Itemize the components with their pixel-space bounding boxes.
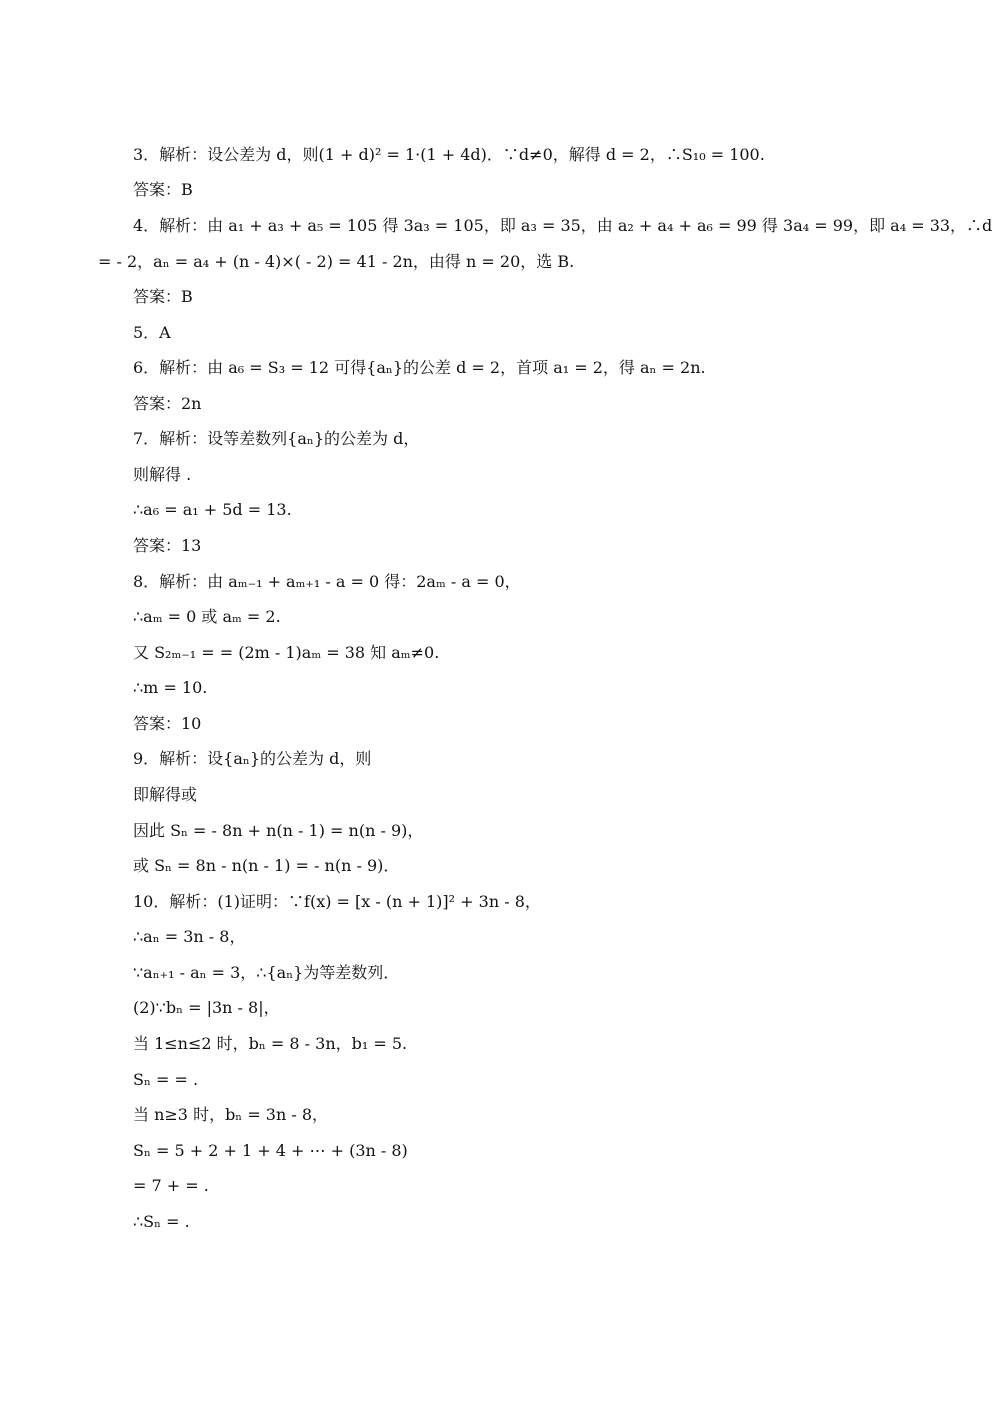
solution-10-case-2-sum-line: Sₙ = 5 + 2 + 1 + 4 + ⋯ + (3n - 8) bbox=[133, 1141, 408, 1160]
solution-9-case-1-line: 因此 Sₙ = - 8n + n(n - 1) = n(n - 9)， bbox=[133, 821, 424, 840]
solution-7-step-line: 则解得 . bbox=[133, 465, 192, 484]
solution-10-step-2-line: ∵aₙ₊₁ - aₙ = 3，∴{aₙ}为等差数列． bbox=[133, 963, 400, 982]
solution-10-case-1-line: 当 1≤n≤2 时，bₙ = 8 - 3n，b₁ = 5. bbox=[133, 1034, 408, 1053]
answer-8-line: 答案：10 bbox=[133, 714, 202, 733]
solution-10-part-2-line: (2)∵bₙ = |3n - 8|， bbox=[133, 998, 280, 1017]
solution-9-case-2-line: 或 Sₙ = 8n - n(n - 1) = - n(n - 9)． bbox=[133, 856, 400, 875]
solution-8-sum-line: 又 S₂ₘ₋₁ = = (2m - 1)aₘ = 38 知 aₘ≠0. bbox=[133, 643, 440, 662]
answer-4-line: 答案：B bbox=[133, 287, 193, 306]
solution-10-final-line: ∴Sₙ = . bbox=[133, 1212, 190, 1231]
solution-3-line: 3．解析：设公差为 d，则(1 + d)² = 1·(1 + 4d)．∵d≠0，解得 d = 2，∴S₁₀ = 100. bbox=[133, 145, 765, 164]
solution-7-line: 7．解析：设等差数列{aₙ}的公差为 d， bbox=[133, 429, 420, 448]
solution-10-step-1-line: ∴aₙ = 3n - 8， bbox=[133, 927, 246, 946]
solution-10-case-2-line: 当 n≥3 时，bₙ = 3n - 8， bbox=[133, 1105, 329, 1124]
answer-3-line: 答案：B bbox=[133, 180, 193, 199]
solution-8-line: 8．解析：由 aₘ₋₁ + aₘ₊₁ - a = 0 得：2aₘ - a = 0， bbox=[133, 572, 521, 591]
solution-7-result-line: ∴a₆ = a₁ + 5d = 13. bbox=[133, 500, 292, 519]
solution-6-line: 6．解析：由 a₆ = S₃ = 12 可得{aₙ}的公差 d = 2，首项 a₁ = 2，得 aₙ = 2n. bbox=[133, 358, 706, 377]
solution-4-line: 4．解析：由 a₁ + a₃ + a₅ = 105 得 3a₃ = 105，即 a₃ = 35，由 a₂ + a₄ + a₆ = 99 得 3a₄ = 99，即 a₄ = 33，∴d bbox=[133, 216, 993, 235]
solution-10-case-1-sum-line: Sₙ = = . bbox=[133, 1070, 199, 1089]
answer-5-line: 5．A bbox=[133, 323, 171, 342]
solution-8-result-line: ∴m = 10. bbox=[133, 678, 208, 697]
answer-6-line: 答案：2n bbox=[133, 394, 202, 413]
solution-10-line: 10．解析：(1)证明：∵f(x) = [x - (n + 1)]² + 3n - 8， bbox=[133, 892, 541, 911]
solution-4-continuation-line: = - 2，aₙ = a₄ + (n - 4)×( - 2) = 41 - 2n，由得 n = 20，选 B. bbox=[98, 252, 575, 271]
solution-9-line: 9．解析：设{aₙ}的公差为 d，则 bbox=[133, 749, 372, 768]
solution-9-step-line: 即解得或 bbox=[133, 785, 198, 804]
solution-8-step-line: ∴aₘ = 0 或 aₘ = 2. bbox=[133, 607, 281, 626]
answer-7-line: 答案：13 bbox=[133, 536, 202, 555]
solution-10-case-2-result-line: = 7 + = . bbox=[133, 1176, 209, 1195]
